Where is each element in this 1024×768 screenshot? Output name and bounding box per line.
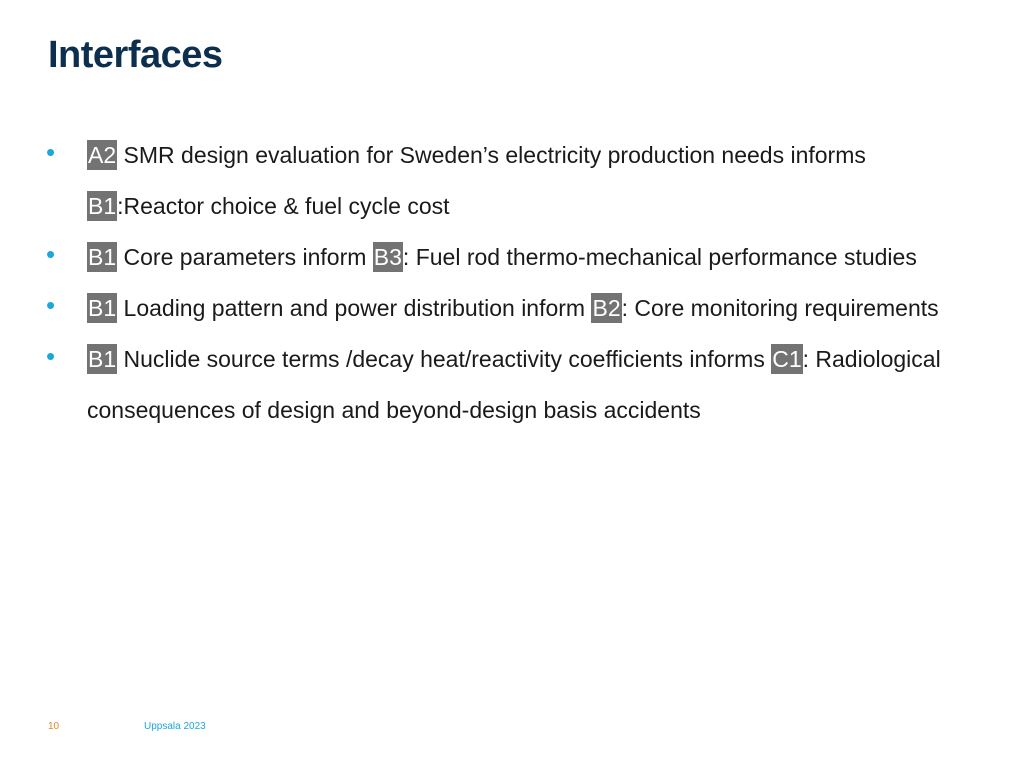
bullet-text: SMR design evaluation for Sweden’s electricity production needs informs bbox=[117, 142, 866, 168]
bullet-dot-icon: • bbox=[46, 290, 56, 320]
bullet-dot-icon: • bbox=[46, 341, 56, 371]
bullet-dot-icon: • bbox=[46, 137, 56, 167]
bullet-text: : Fuel rod thermo-mechanical performance studies bbox=[402, 244, 917, 270]
bullet-text: Core parameters inform bbox=[117, 244, 373, 270]
bullet-text: Loading pattern and power distribution inform bbox=[117, 295, 592, 321]
bullet-text: : Core monitoring requirements bbox=[621, 295, 939, 321]
slide-title: Interfaces bbox=[48, 34, 223, 76]
tag-badge: B1 bbox=[88, 193, 117, 219]
footer-text: Uppsala 2023 bbox=[144, 721, 206, 732]
bullet-text: Nuclide source terms /decay heat/reactivity coefficients informs bbox=[117, 346, 772, 372]
bullet-item-2 bbox=[46, 232, 986, 283]
bullet-list bbox=[46, 130, 986, 436]
page-number: 10 bbox=[48, 721, 60, 732]
bullet-text: :Reactor choice & fuel cycle cost bbox=[117, 193, 450, 219]
tag-badge: C1 bbox=[772, 346, 802, 372]
bullet-item-4 bbox=[46, 334, 986, 436]
tag-badge: B1 bbox=[88, 244, 117, 270]
bullet-dot-icon: • bbox=[46, 239, 56, 269]
tag-badge: A2 bbox=[88, 142, 117, 168]
bullet-item-1 bbox=[46, 130, 986, 232]
tag-badge: B2 bbox=[592, 295, 621, 321]
tag-badge: B3 bbox=[373, 244, 402, 270]
tag-badge: B1 bbox=[88, 295, 117, 321]
tag-badge: B1 bbox=[88, 346, 117, 372]
bullet-text: : Radiological consequences of design and beyond-design basis accidents bbox=[87, 346, 941, 423]
bullet-item-3 bbox=[46, 283, 986, 334]
